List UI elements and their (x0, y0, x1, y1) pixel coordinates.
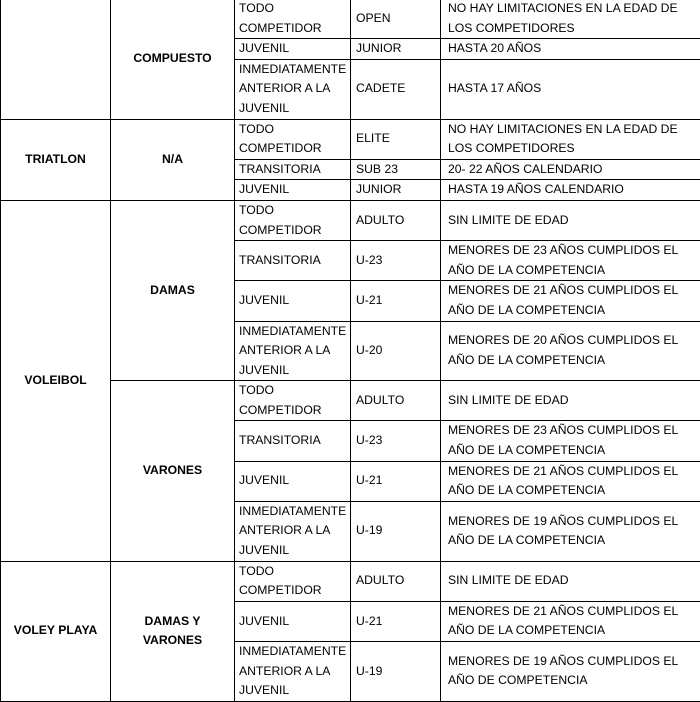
code-cell: CADETE (351, 59, 441, 119)
division-cell: TODO COMPETIDOR (235, 119, 351, 159)
rule-cell: NO HAY LIMITACIONES EN LA EDAD DE LOS COMPETIDORES (441, 0, 700, 39)
code-cell: JUNIOR (351, 180, 441, 201)
rule-cell: MENORES DE 19 AÑOS CUMPLIDOS EL AÑO DE COMPETENCIA (441, 642, 700, 702)
code-cell: U-21 (351, 281, 441, 321)
division-cell: TODO COMPETIDOR (235, 561, 351, 601)
rule-cell: MENORES DE 21 AÑOS CUMPLIDOS EL AÑO DE LA COMPETENCIA (441, 461, 700, 501)
rule-cell: MENORES DE 23 AÑOS CUMPLIDOS EL AÑO DE LA COMPETENCIA (441, 421, 700, 461)
rule-cell: MENORES DE 21 AÑOS CUMPLIDOS EL AÑO DE LA COMPETENCIA (441, 281, 700, 321)
division-cell: TODO COMPETIDOR (235, 381, 351, 421)
category-cell: COMPUESTO (111, 0, 235, 119)
code-cell: U-23 (351, 421, 441, 461)
division-cell: TODO COMPETIDOR (235, 0, 351, 39)
division-cell: INMEDIATAMENTE ANTERIOR A LA JUVENIL (235, 501, 351, 561)
code-cell: U-19 (351, 642, 441, 702)
division-cell: JUVENIL (235, 180, 351, 201)
table-row (1, 119, 700, 159)
sport-cell (1, 0, 111, 119)
sport-cell: TRIATLON (1, 119, 111, 200)
division-cell: INMEDIATAMENTE ANTERIOR A LA JUVENIL (235, 59, 351, 119)
rule-cell: NO HAY LIMITACIONES EN LA EDAD DE LOS COMPETIDORES (441, 119, 700, 159)
rule-cell: SIN LIMITE DE EDAD (441, 381, 700, 421)
sport-cell: VOLEIBOL (1, 200, 111, 561)
code-cell: ADULTO (351, 381, 441, 421)
rule-cell: HASTA 20 AÑOS (441, 39, 700, 60)
code-cell: OPEN (351, 0, 441, 39)
division-cell: TRANSITORIA (235, 241, 351, 281)
division-cell: TRANSITORIA (235, 159, 351, 180)
code-cell: U-23 (351, 241, 441, 281)
code-cell: ELITE (351, 119, 441, 159)
code-cell: ADULTO (351, 200, 441, 240)
rule-cell: SIN LIMITE DE EDAD (441, 200, 700, 240)
code-cell: JUNIOR (351, 39, 441, 60)
table-row (1, 0, 700, 39)
division-cell: INMEDIATAMENTE ANTERIOR A LA JUVENIL (235, 642, 351, 702)
category-cell: DAMAS Y VARONES (111, 561, 235, 701)
code-cell: U-19 (351, 501, 441, 561)
division-cell: JUVENIL (235, 39, 351, 60)
code-cell: U-21 (351, 601, 441, 641)
code-cell: U-21 (351, 461, 441, 501)
rule-cell: 20- 22 AÑOS CALENDARIO (441, 159, 700, 180)
table-row (1, 561, 700, 601)
rule-cell: MENORES DE 21 AÑOS CUMPLIDOS EL AÑO DE LA COMPETENCIA (441, 601, 700, 641)
table-row (1, 200, 700, 240)
code-cell: SUB 23 (351, 159, 441, 180)
rule-cell: MENORES DE 19 AÑOS CUMPLIDOS EL AÑO DE LA COMPETENCIA (441, 501, 700, 561)
sport-cell: VOLEY PLAYA (1, 561, 111, 701)
division-cell: JUVENIL (235, 461, 351, 501)
division-cell: TRANSITORIA (235, 421, 351, 461)
rule-cell: HASTA 17 AÑOS (441, 59, 700, 119)
category-cell: VARONES (111, 381, 235, 561)
rule-cell: SIN LIMITE DE EDAD (441, 561, 700, 601)
code-cell: U-20 (351, 321, 441, 381)
division-cell: JUVENIL (235, 601, 351, 641)
rule-cell: HASTA 19 AÑOS CALENDARIO (441, 180, 700, 201)
category-cell: DAMAS (111, 200, 235, 380)
division-cell: JUVENIL (235, 281, 351, 321)
rule-cell: MENORES DE 20 AÑOS CUMPLIDOS EL AÑO DE LA COMPETENCIA (441, 321, 700, 381)
rule-cell: MENORES DE 23 AÑOS CUMPLIDOS EL AÑO DE LA COMPETENCIA (441, 241, 700, 281)
code-cell: ADULTO (351, 561, 441, 601)
division-cell: TODO COMPETIDOR (235, 200, 351, 240)
division-cell: INMEDIATAMENTE ANTERIOR A LA JUVENIL (235, 321, 351, 381)
category-cell: N/A (111, 119, 235, 200)
